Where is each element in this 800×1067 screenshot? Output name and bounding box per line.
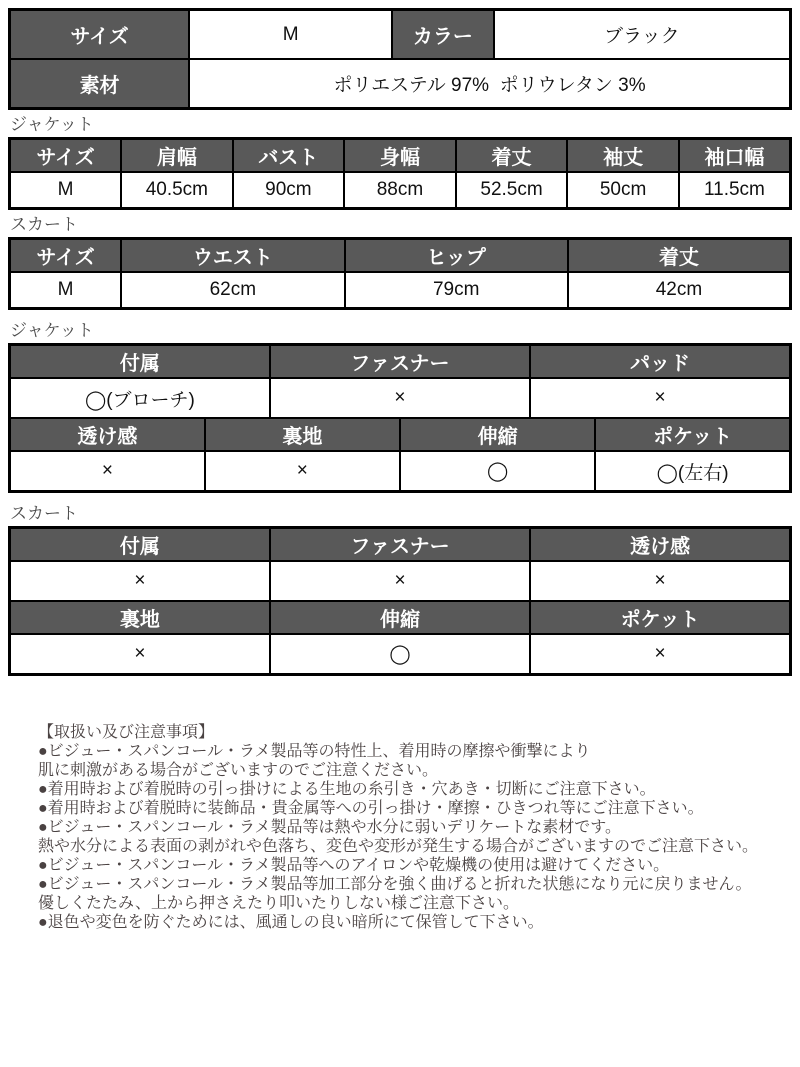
- care-note-line: ●退色や変色を防ぐためには、風通しの良い暗所にて保管して下さい。: [38, 914, 544, 931]
- skirt-size-header-row: [10, 239, 791, 273]
- jacket-detail-value: ×: [10, 451, 205, 492]
- skirt-size-header: ウエスト: [121, 239, 344, 273]
- skirt-details-table: [8, 526, 792, 676]
- jacket-size-header: 袖口幅: [679, 139, 791, 173]
- jacket-detail-header: ファスナー: [270, 345, 530, 379]
- jacket-size-value: 40.5cm: [121, 172, 233, 209]
- jacket-size-section-label: ジャケット: [10, 115, 94, 134]
- jacket-details-header-row-1: [10, 345, 791, 379]
- care-note-line: 優しくたたみ、上から押さえたり叩いたりしない様ご注意下さい。: [38, 895, 519, 912]
- skirt-details-header-row-2: [10, 601, 791, 634]
- skirt-size-value-row: [10, 272, 791, 309]
- jacket-size-header-row: [10, 139, 791, 173]
- jacket-detail-header: 透け感: [10, 418, 205, 451]
- care-notes-title: 【取扱い及び注意事項】: [38, 724, 215, 741]
- jacket-detail-value: ◯: [400, 451, 595, 492]
- skirt-size-value: 79cm: [345, 272, 568, 309]
- skirt-details-header-row-1: [10, 528, 791, 562]
- jacket-detail-header: パッド: [530, 345, 790, 379]
- skirt-detail-header: 裏地: [10, 601, 270, 634]
- skirt-details-value-row-2: [10, 634, 791, 675]
- jacket-detail-value: ◯(左右): [595, 451, 790, 492]
- skirt-details-value-row-1: [10, 561, 791, 601]
- jacket-size-value: 90cm: [233, 172, 345, 209]
- spec-row-size-color: [10, 10, 791, 60]
- skirt-size-header: 着丈: [568, 239, 791, 273]
- care-note-line: ●着用時および着脱時の引っ掛けによる生地の糸引き・穴あき・切断にご注意下さい。: [38, 781, 656, 798]
- jacket-detail-value: ◯(ブローチ): [10, 378, 270, 418]
- care-note-line: ●着用時および着脱時に装飾品・貴金属等への引っ掛け・摩擦・ひきつれ等にご注意下さい。: [38, 800, 704, 817]
- jacket-size-header: バスト: [233, 139, 345, 173]
- care-note-line: 熱や水分による表面の剥がれや色落ち、変色や変形が発生する場合がございますのでご注意下さい。: [38, 838, 759, 855]
- jacket-size-header: 肩幅: [121, 139, 233, 173]
- material-value-cell: ポリエステル 97% ポリウレタン 3%: [189, 59, 790, 109]
- jacket-details-header-row-2: [10, 418, 791, 451]
- jacket-size-value: 52.5cm: [456, 172, 568, 209]
- size-label-cell: サイズ: [10, 10, 190, 60]
- size-value-cell: M: [189, 10, 392, 60]
- skirt-detail-header: 透け感: [530, 528, 790, 562]
- skirt-detail-header: 付属: [10, 528, 270, 562]
- jacket-detail-header: ポケット: [595, 418, 790, 451]
- skirt-detail-header: 伸縮: [270, 601, 530, 634]
- jacket-details-section-label: ジャケット: [10, 321, 94, 340]
- jacket-size-table: [8, 137, 792, 210]
- material-label-cell: 素材: [10, 59, 190, 109]
- care-note-line: ●ビジュー・スパンコール・ラメ製品等は熱や水分に弱いデリケートな素材です。: [38, 819, 621, 836]
- jacket-details-table: [8, 343, 792, 493]
- skirt-detail-value: ×: [530, 561, 790, 601]
- skirt-size-header: ヒップ: [345, 239, 568, 273]
- spec-table: [8, 8, 792, 110]
- jacket-size-value-row: [10, 172, 791, 209]
- care-note-line: ●ビジュー・スパンコール・ラメ製品等加工部分を強く曲げると折れた状態になり元に戻りません。: [38, 876, 752, 893]
- jacket-size-header: 袖丈: [567, 139, 679, 173]
- jacket-details-value-row-1: [10, 378, 791, 418]
- jacket-size-value: 88cm: [344, 172, 456, 209]
- care-note-line: 肌に刺激がある場合がございますのでご注意ください。: [38, 762, 439, 779]
- jacket-size-value: 11.5cm: [679, 172, 791, 209]
- skirt-size-table: [8, 237, 792, 310]
- jacket-size-header: 身幅: [344, 139, 456, 173]
- skirt-size-section-label: スカート: [10, 215, 78, 234]
- jacket-detail-value: ×: [270, 378, 530, 418]
- jacket-detail-header: 裏地: [205, 418, 400, 451]
- jacket-size-header: 着丈: [456, 139, 568, 173]
- skirt-detail-header: ポケット: [530, 601, 790, 634]
- care-note-line: ●ビジュー・スパンコール・ラメ製品等の特性上、着用時の摩擦や衝撃により: [38, 743, 591, 760]
- care-note-line: ●ビジュー・スパンコール・ラメ製品等へのアイロンや乾燥機の使用は避けてください。: [38, 857, 670, 874]
- skirt-detail-header: ファスナー: [270, 528, 530, 562]
- jacket-size-value: M: [10, 172, 122, 209]
- color-label-cell: カラー: [392, 10, 494, 60]
- jacket-size-header: サイズ: [10, 139, 122, 173]
- jacket-detail-value: ×: [205, 451, 400, 492]
- spec-row-material: [10, 59, 791, 109]
- skirt-detail-value: ×: [10, 561, 270, 601]
- jacket-detail-value: ×: [530, 378, 790, 418]
- care-notes: [38, 723, 792, 932]
- jacket-details-value-row-2: [10, 451, 791, 492]
- skirt-size-value: 62cm: [121, 272, 344, 309]
- skirt-detail-value: ×: [530, 634, 790, 675]
- skirt-details-section-label: スカート: [10, 504, 78, 523]
- skirt-detail-value: ×: [10, 634, 270, 675]
- skirt-detail-value: ◯: [270, 634, 530, 675]
- jacket-detail-header: 付属: [10, 345, 270, 379]
- skirt-detail-value: ×: [270, 561, 530, 601]
- skirt-size-header: サイズ: [10, 239, 122, 273]
- jacket-size-value: 50cm: [567, 172, 679, 209]
- color-value-cell: ブラック: [494, 10, 791, 60]
- jacket-detail-header: 伸縮: [400, 418, 595, 451]
- skirt-size-value: M: [10, 272, 122, 309]
- skirt-size-value: 42cm: [568, 272, 791, 309]
